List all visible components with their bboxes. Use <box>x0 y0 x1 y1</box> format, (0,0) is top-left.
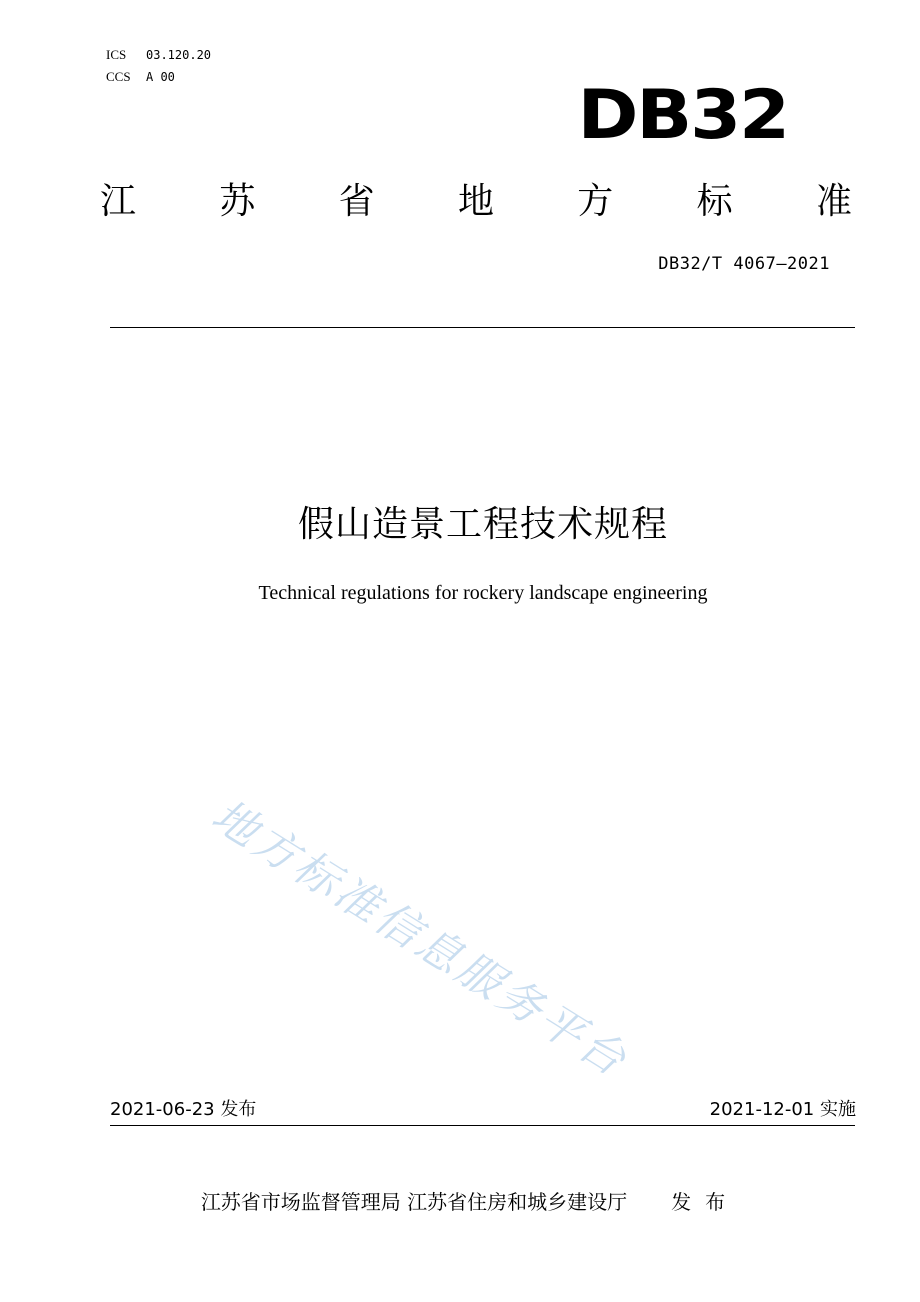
standard-title-char: 地 <box>457 181 494 222</box>
standard-title-char: 准 <box>815 181 852 222</box>
ccs-row <box>106 66 211 88</box>
ics-value: 03.120.20 <box>146 48 212 62</box>
db32-logo: DB32 <box>577 76 788 155</box>
ics-row <box>106 44 211 66</box>
document-subtitle: Technical regulations for rockery landscape engineering <box>258 582 708 604</box>
standard-title-char: 省 <box>338 181 375 222</box>
standard-title-char: 方 <box>577 181 614 222</box>
watermark: 地方标准信息服务平台 <box>202 790 638 1088</box>
ics-label: ICS <box>106 47 127 62</box>
issue-action: 发布 <box>671 1190 740 1214</box>
classification-codes <box>106 44 211 88</box>
top-divider <box>110 327 855 328</box>
document-title: 假山造景工程技术规程 <box>297 504 668 545</box>
issuing-authorities <box>0 1188 920 1216</box>
effective-date: 2021-12-01 实施 <box>709 1099 856 1120</box>
issuer-org-1: 江苏省市场监督管理局 <box>200 1190 401 1214</box>
issuer-org-2: 江苏省住房和城乡建设厅 <box>407 1190 628 1214</box>
standard-category-title <box>96 172 856 232</box>
bottom-divider <box>110 1125 855 1126</box>
standard-title-char: 标 <box>696 181 733 222</box>
ccs-label: CCS <box>106 69 131 84</box>
standard-number: DB32/T 4067—2021 <box>658 254 830 274</box>
standard-title-char: 苏 <box>219 181 256 222</box>
standard-title-char: 江 <box>99 181 136 222</box>
publish-date: 2021-06-23 发布 <box>110 1099 257 1120</box>
ccs-value: A 00 <box>146 70 175 84</box>
